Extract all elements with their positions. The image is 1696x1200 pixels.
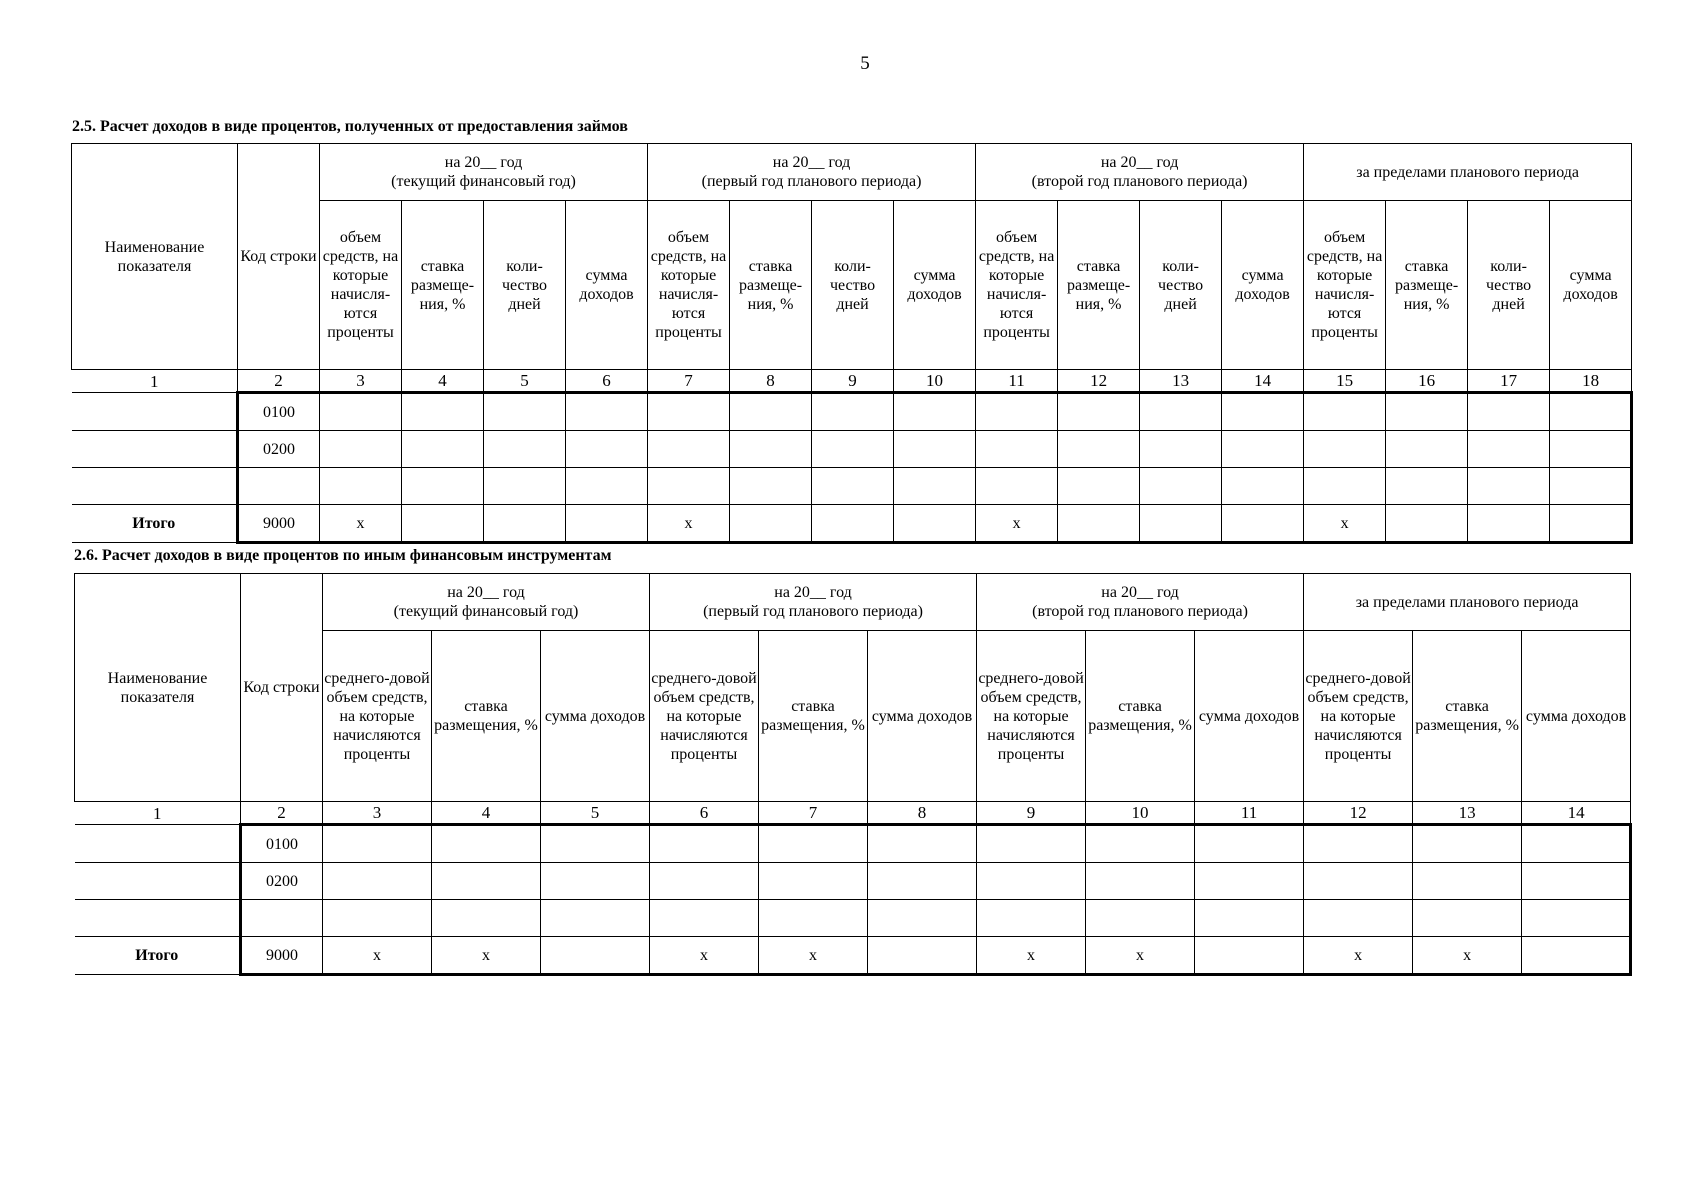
input-cell[interactable] — [1468, 505, 1550, 543]
input-cell[interactable] — [976, 431, 1058, 468]
column-number: 15 — [1304, 370, 1386, 393]
input-cell[interactable] — [1304, 900, 1413, 937]
column-number: 12 — [1304, 802, 1413, 825]
input-cell[interactable] — [566, 468, 648, 505]
input-cell[interactable] — [730, 505, 812, 543]
column-number: 7 — [648, 370, 730, 393]
column-number: 10 — [894, 370, 976, 393]
subheader-rate: ставка размеще-ния, % — [402, 201, 484, 370]
period-plan-2-desc: (второй год планового периода) — [1031, 173, 1248, 190]
period-beyond: за пределами планового периода — [1304, 144, 1632, 201]
row-code-cell: 0100 — [241, 825, 323, 863]
input-cell[interactable] — [1195, 937, 1304, 975]
period-current-desc: (текущий финансовый год) — [393, 603, 579, 620]
total-row — [72, 505, 1632, 543]
period-plan-1 — [650, 574, 977, 631]
input-cell[interactable] — [1140, 505, 1222, 543]
subheader-rate: ставка размещения, % — [432, 631, 541, 802]
total-label: Итого — [75, 937, 241, 975]
input-cell[interactable] — [977, 825, 1086, 863]
period-plan-1 — [648, 144, 976, 201]
input-cell[interactable] — [1195, 900, 1304, 937]
period-current-year: на 20__ год — [447, 584, 525, 601]
table-row — [72, 431, 1632, 468]
input-cell[interactable] — [541, 825, 650, 863]
input-cell[interactable] — [402, 468, 484, 505]
input-cell[interactable] — [541, 900, 650, 937]
column-number: 14 — [1522, 802, 1631, 825]
input-cell[interactable] — [1304, 863, 1413, 900]
input-cell[interactable] — [320, 393, 402, 431]
subheader-volume: среднего-довой объем средств, на которые начисляются проценты — [323, 631, 432, 802]
input-cell[interactable] — [402, 431, 484, 468]
subheader-rate: ставка размеще-ния, % — [730, 201, 812, 370]
input-cell[interactable] — [1195, 863, 1304, 900]
input-cell[interactable] — [1304, 393, 1386, 431]
input-cell[interactable] — [976, 393, 1058, 431]
input-cell[interactable] — [432, 900, 541, 937]
period-plan-2 — [977, 574, 1304, 631]
subheader-volume: объем средств, на которые начисля-ются проценты — [976, 201, 1058, 370]
x-mark: x — [432, 937, 541, 975]
x-mark: x — [1086, 937, 1195, 975]
period-plan-2-year: на 20__ год — [1101, 584, 1179, 601]
column-number: 3 — [320, 370, 402, 393]
column-number: 6 — [566, 370, 648, 393]
input-cell[interactable] — [730, 468, 812, 505]
page-number: 5 — [860, 53, 870, 74]
input-cell[interactable] — [484, 468, 566, 505]
row-name-cell[interactable] — [72, 431, 238, 468]
input-cell[interactable] — [541, 863, 650, 900]
period-current-desc: (текущий финансовый год) — [391, 173, 576, 190]
input-cell[interactable] — [484, 431, 566, 468]
column-number: 9 — [977, 802, 1086, 825]
input-cell[interactable] — [1522, 900, 1631, 937]
total-row — [75, 937, 1631, 975]
input-cell[interactable] — [868, 863, 977, 900]
input-cell[interactable] — [1413, 900, 1522, 937]
row-name-cell[interactable] — [75, 825, 241, 863]
input-cell[interactable] — [812, 431, 894, 468]
x-mark: x — [1413, 937, 1522, 975]
input-cell[interactable] — [1140, 431, 1222, 468]
subheader-rate: ставка размеще-ния, % — [1386, 201, 1468, 370]
input-cell[interactable] — [1058, 431, 1140, 468]
column-number: 13 — [1413, 802, 1522, 825]
input-cell[interactable] — [323, 863, 432, 900]
period-current — [320, 144, 648, 201]
period-current — [323, 574, 650, 631]
total-code-cell: 9000 — [241, 937, 323, 975]
column-number: 14 — [1222, 370, 1304, 393]
column-number: 13 — [1140, 370, 1222, 393]
column-number: 4 — [432, 802, 541, 825]
input-cell[interactable] — [1522, 937, 1631, 975]
input-cell[interactable] — [976, 468, 1058, 505]
row-code-cell: 0200 — [241, 863, 323, 900]
subheader-rate: ставка размещения, % — [1086, 631, 1195, 802]
subheader-days: коли-чество дней — [1468, 201, 1550, 370]
input-cell[interactable] — [1468, 431, 1550, 468]
column-number: 7 — [759, 802, 868, 825]
subheader-income: сумма доходов — [894, 201, 976, 370]
input-cell[interactable] — [1522, 825, 1631, 863]
input-cell[interactable] — [1304, 431, 1386, 468]
input-cell[interactable] — [868, 825, 977, 863]
total-code-cell: 9000 — [238, 505, 320, 543]
input-cell[interactable] — [812, 505, 894, 543]
x-mark: x — [320, 505, 402, 543]
section-2-5-title: 2.5. Расчет доходов в виде процентов, полученных от предоставления займов — [72, 118, 628, 135]
table-row — [72, 468, 1632, 505]
row-name-cell[interactable] — [75, 863, 241, 900]
subheader-income: сумма доходов — [541, 631, 650, 802]
column-number: 11 — [1195, 802, 1304, 825]
input-cell[interactable] — [323, 900, 432, 937]
loans-interest-table — [71, 143, 1633, 544]
subheader-income: сумма доходов — [1550, 201, 1632, 370]
header-name: Наименование показателя — [72, 144, 238, 370]
input-cell[interactable] — [323, 825, 432, 863]
column-number: 6 — [650, 802, 759, 825]
input-cell[interactable] — [484, 393, 566, 431]
period-current-year: на 20__ год — [444, 154, 523, 171]
column-number: 9 — [812, 370, 894, 393]
input-cell[interactable] — [1522, 863, 1631, 900]
subheader-income: сумма доходов — [566, 201, 648, 370]
x-mark: x — [976, 505, 1058, 543]
x-mark: x — [650, 937, 759, 975]
input-cell[interactable] — [650, 825, 759, 863]
period-plan-1-desc: (первый год планового периода) — [701, 173, 922, 190]
input-cell[interactable] — [868, 937, 977, 975]
subheader-rate: ставка размещения, % — [1413, 631, 1522, 802]
subheader-rate: ставка размеще-ния, % — [1058, 201, 1140, 370]
input-cell[interactable] — [320, 431, 402, 468]
input-cell[interactable] — [894, 431, 976, 468]
column-number: 1 — [75, 802, 241, 825]
input-cell[interactable] — [484, 505, 566, 543]
subheader-volume: среднего-довой объем средств, на которые начисляются проценты — [977, 631, 1086, 802]
period-plan-2 — [976, 144, 1304, 201]
period-plan-1-desc: (первый год планового периода) — [703, 603, 923, 620]
column-number: 17 — [1468, 370, 1550, 393]
input-cell[interactable] — [1550, 393, 1632, 431]
column-number: 4 — [402, 370, 484, 393]
column-number: 11 — [976, 370, 1058, 393]
input-cell[interactable] — [1086, 863, 1195, 900]
column-number: 16 — [1386, 370, 1468, 393]
column-number: 18 — [1550, 370, 1632, 393]
header-code: Код строки — [238, 144, 320, 370]
column-number: 1 — [72, 370, 238, 393]
row-code-cell[interactable] — [238, 468, 320, 505]
input-cell[interactable] — [1086, 900, 1195, 937]
input-cell[interactable] — [1140, 468, 1222, 505]
input-cell[interactable] — [759, 900, 868, 937]
input-cell[interactable] — [650, 863, 759, 900]
section-2-6-title: 2.6. Расчет доходов в виде процентов по иным финансовым инструментам — [74, 547, 612, 564]
input-cell[interactable] — [566, 505, 648, 543]
input-cell[interactable] — [759, 863, 868, 900]
column-number: 12 — [1058, 370, 1140, 393]
x-mark: x — [977, 937, 1086, 975]
subheader-income: сумма доходов — [868, 631, 977, 802]
input-cell[interactable] — [1386, 468, 1468, 505]
subheader-days: коли-чество дней — [812, 201, 894, 370]
input-cell[interactable] — [1550, 431, 1632, 468]
subheader-rate: ставка размещения, % — [759, 631, 868, 802]
total-label: Итого — [72, 505, 238, 543]
input-cell[interactable] — [566, 393, 648, 431]
header-name: Наименование показателя — [75, 574, 241, 802]
input-cell[interactable] — [868, 900, 977, 937]
subheader-days: коли-чество дней — [1140, 201, 1222, 370]
input-cell[interactable] — [730, 431, 812, 468]
input-cell[interactable] — [812, 393, 894, 431]
column-number: 2 — [241, 802, 323, 825]
table-row — [75, 900, 1631, 937]
input-cell[interactable] — [402, 505, 484, 543]
input-cell[interactable] — [977, 900, 1086, 937]
input-cell[interactable] — [432, 825, 541, 863]
input-cell[interactable] — [320, 468, 402, 505]
input-cell[interactable] — [1386, 505, 1468, 543]
input-cell[interactable] — [1058, 505, 1140, 543]
column-number: 5 — [484, 370, 566, 393]
input-cell[interactable] — [402, 393, 484, 431]
column-number: 10 — [1086, 802, 1195, 825]
period-plan-1-year: на 20__ год — [772, 154, 851, 171]
column-numbers-row — [72, 370, 1632, 393]
subheader-volume: объем средств, на которые начисля-ются проценты — [1304, 201, 1386, 370]
table-row — [75, 863, 1631, 900]
subheader-volume: объем средств, на которые начисля-ются проценты — [320, 201, 402, 370]
input-cell[interactable] — [812, 468, 894, 505]
input-cell[interactable] — [1304, 468, 1386, 505]
subheader-volume: объем средств, на которые начисля-ются проценты — [648, 201, 730, 370]
input-cell[interactable] — [1304, 825, 1413, 863]
row-code-cell[interactable] — [241, 900, 323, 937]
input-cell[interactable] — [1468, 393, 1550, 431]
input-cell[interactable] — [1195, 825, 1304, 863]
input-cell[interactable] — [1550, 468, 1632, 505]
input-cell[interactable] — [566, 431, 648, 468]
x-mark: x — [648, 505, 730, 543]
row-name-cell[interactable] — [72, 468, 238, 505]
input-cell[interactable] — [894, 468, 976, 505]
input-cell[interactable] — [648, 468, 730, 505]
subheader-income: сумма доходов — [1222, 201, 1304, 370]
subheader-volume: среднего-довой объем средств, на которые начисляются проценты — [1304, 631, 1413, 802]
input-cell[interactable] — [1222, 393, 1304, 431]
other-instruments-interest-table — [74, 573, 1632, 976]
input-cell[interactable] — [1386, 431, 1468, 468]
input-cell[interactable] — [648, 393, 730, 431]
x-mark: x — [1304, 937, 1413, 975]
input-cell[interactable] — [1222, 468, 1304, 505]
table-row — [72, 393, 1632, 431]
input-cell[interactable] — [1058, 468, 1140, 505]
table-row — [75, 825, 1631, 863]
input-cell[interactable] — [1550, 505, 1632, 543]
input-cell[interactable] — [541, 937, 650, 975]
x-mark: x — [759, 937, 868, 975]
period-beyond: за пределами планового периода — [1304, 574, 1631, 631]
x-mark: x — [323, 937, 432, 975]
input-cell[interactable] — [1386, 393, 1468, 431]
input-cell[interactable] — [894, 393, 976, 431]
column-numbers-row — [75, 802, 1631, 825]
column-number: 8 — [730, 370, 812, 393]
input-cell[interactable] — [432, 863, 541, 900]
input-cell[interactable] — [1086, 825, 1195, 863]
row-code-cell: 0200 — [238, 431, 320, 468]
input-cell[interactable] — [1222, 505, 1304, 543]
period-plan-2-year: на 20__ год — [1100, 154, 1179, 171]
input-cell[interactable] — [894, 505, 976, 543]
row-code-cell: 0100 — [238, 393, 320, 431]
subheader-volume: среднего-довой объем средств, на которые начисляются проценты — [650, 631, 759, 802]
input-cell[interactable] — [1222, 431, 1304, 468]
column-number: 5 — [541, 802, 650, 825]
column-number: 2 — [238, 370, 320, 393]
input-cell[interactable] — [977, 863, 1086, 900]
column-number: 8 — [868, 802, 977, 825]
input-cell[interactable] — [1058, 393, 1140, 431]
input-cell[interactable] — [1413, 863, 1522, 900]
input-cell[interactable] — [650, 900, 759, 937]
input-cell[interactable] — [759, 825, 868, 863]
input-cell[interactable] — [1140, 393, 1222, 431]
header-code: Код строки — [241, 574, 323, 802]
subheader-days: коли-чество дней — [484, 201, 566, 370]
subheader-income: сумма доходов — [1522, 631, 1631, 802]
period-plan-1-year: на 20__ год — [774, 584, 852, 601]
x-mark: x — [1304, 505, 1386, 543]
subheader-income: сумма доходов — [1195, 631, 1304, 802]
input-cell[interactable] — [1413, 825, 1522, 863]
input-cell[interactable] — [1468, 468, 1550, 505]
input-cell[interactable] — [730, 393, 812, 431]
input-cell[interactable] — [648, 431, 730, 468]
row-name-cell[interactable] — [75, 900, 241, 937]
period-plan-2-desc: (второй год планового периода) — [1032, 603, 1248, 620]
column-number: 3 — [323, 802, 432, 825]
row-name-cell[interactable] — [72, 393, 238, 431]
